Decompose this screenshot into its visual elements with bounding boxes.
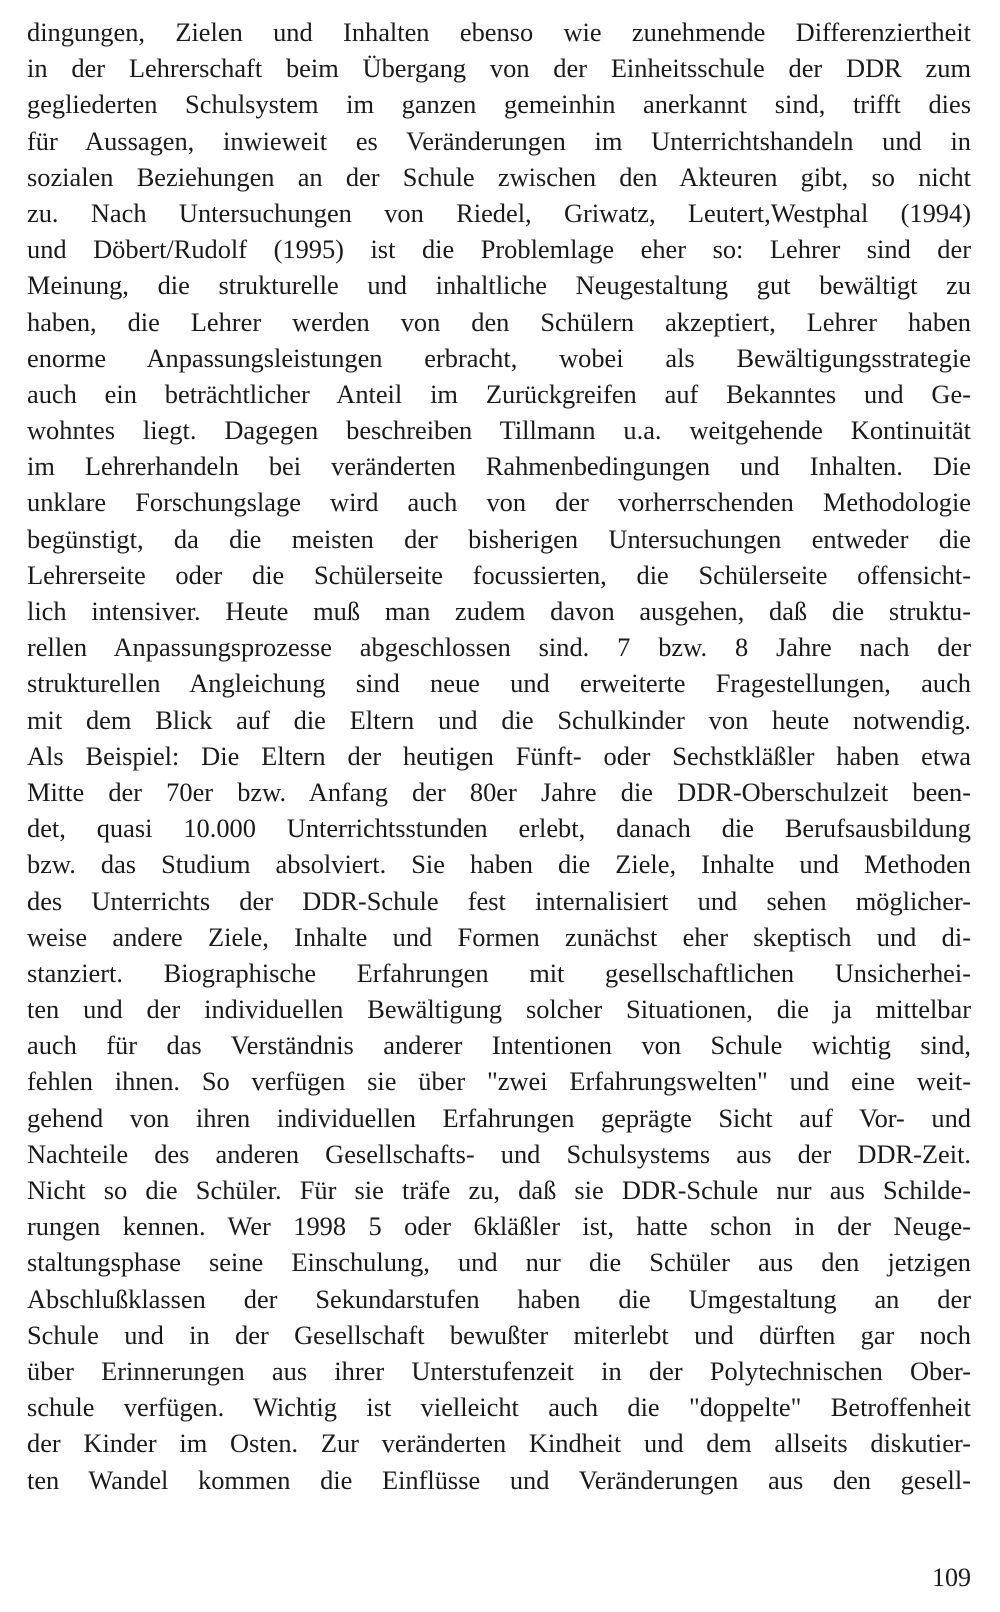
text-line: fehlen ihnen. So verfügen sie über "zwei Erfahrungswelten" und eine weit- (27, 1066, 971, 1097)
text-line: Mitte der 70er bzw. Anfang der 80er Jahre die DDR-Oberschulzeit been- (27, 776, 971, 807)
text-line: auch ein beträchtlicher Anteil im Zurückgreifen auf Bekanntes und Ge- (27, 378, 971, 409)
text-line: dingungen, Zielen und Inhalten ebenso wie zunehmende Differenziertheit (27, 17, 971, 47)
text-line: ten Wandel kommen die Einflüsse und Veränderungen aus den gesell- (27, 1464, 971, 1495)
text-line: rellen Anpassungsprozesse abgeschlossen sind. 7 bzw. 8 Jahre nach der (27, 632, 971, 663)
text-line: Nicht so die Schüler. Für sie träfe zu, daß sie DDR-Schule nur aus Schilde- (27, 1175, 971, 1205)
text-line: auch für das Verständnis anderer Intentionen von Schule wichtig sind, (27, 1030, 971, 1061)
text-line: in der Lehrerschaft beim Übergang von der Einheitsschule der DDR zum (27, 53, 971, 84)
text-line: des Unterrichts der DDR-Schule fest internalisiert und sehen möglicher- (27, 885, 971, 916)
page-number: 109 (932, 1563, 971, 1592)
text-line: für Aussagen, inwieweit es Veränderungen im Unterrichtshandeln und in (27, 125, 971, 156)
text-line: enorme Anpassungsleistungen erbracht, wobei als Bewältigungsstrategie (27, 342, 971, 373)
text-line: bzw. das Studium absolviert. Sie haben die Ziele, Inhalte und Methoden (27, 849, 971, 880)
text-line: staltungsphase seine Einschulung, und nur die Schüler aus den jetzigen (27, 1247, 971, 1278)
text-line: Nachteile des anderen Gesellschafts- und Schulsystems aus der DDR-Zeit. (27, 1138, 971, 1169)
text-line: sozialen Beziehungen an der Schule zwischen den Akteuren gibt, so nicht (27, 161, 971, 192)
text-line: begünstigt, da die meisten der bisherigen Untersuchungen entweder die (27, 523, 971, 554)
text-line: mit dem Blick auf die Eltern und die Schulkinder von heute notwendig. (27, 704, 971, 735)
text-line: gehend von ihren individuellen Erfahrungen geprägte Sicht auf Vor- und (27, 1102, 971, 1133)
text-line: haben, die Lehrer werden von den Schülern akzeptiert, Lehrer haben (27, 306, 971, 337)
text-line: Lehrerseite oder die Schülerseite focussierten, die Schülerseite offensicht- (27, 559, 971, 590)
text-line: im Lehrerhandeln bei veränderten Rahmenbedingungen und Inhalten. Die (27, 451, 971, 482)
text-line: rungen kennen. Wer 1998 5 oder 6kläßler ist, hatte schon in der Neuge- (27, 1211, 971, 1242)
body-text (27, 14, 971, 1498)
text-line: Als Beispiel: Die Eltern der heutigen Fünft- oder Sechstkläßler haben etwa (27, 740, 971, 771)
text-line: zu. Nach Untersuchungen von Riedel, Griwatz, Leutert,Westphal (1994) (27, 197, 971, 228)
text-line: Abschlußklassen der Sekundarstufen haben die Umgestaltung an der (27, 1283, 971, 1314)
text-line: ten und der individuellen Bewältigung solcher Situationen, die ja mittelbar (27, 994, 971, 1025)
text-line: und Döbert/Rudolf (1995) ist die Problemlage eher so: Lehrer sind der (27, 234, 971, 265)
text-line: weise andere Ziele, Inhalte und Formen zunächst eher skeptisch und di- (27, 921, 971, 952)
text-line: schule verfügen. Wichtig ist vielleicht auch die "doppelte" Betroffenheit (27, 1392, 971, 1423)
text-line: lich intensiver. Heute muß man zudem davon ausgehen, daß die struktu- (27, 596, 971, 626)
text-line: der Kinder im Osten. Zur veränderten Kindheit und dem allseits diskutier- (27, 1428, 971, 1459)
text-line: Schule und in der Gesellschaft bewußter miterlebt und dürften gar noch (27, 1319, 971, 1350)
text-line: wohntes liegt. Dagegen beschreiben Tillmann u.a. weitgehende Kontinuität (27, 415, 971, 446)
text-line: Meinung, die strukturelle und inhaltliche Neugestaltung gut bewältigt zu (27, 270, 971, 301)
text-line: stanziert. Biographische Erfahrungen mit gesellschaftlichen Unsicherhei- (27, 957, 971, 988)
text-line: unklare Forschungslage wird auch von der vorherrschenden Methodologie (27, 487, 971, 518)
text-line: strukturellen Angleichung sind neue und erweiterte Fragestellungen, auch (27, 668, 971, 699)
text-line: über Erinnerungen aus ihrer Unterstufenzeit in der Polytechnischen Ober- (27, 1355, 971, 1386)
text-line: det, quasi 10.000 Unterrichtsstunden erlebt, danach die Berufsausbildung (27, 813, 971, 844)
text-line: gegliederten Schulsystem im ganzen gemeinhin anerkannt sind, trifft dies (27, 89, 971, 120)
